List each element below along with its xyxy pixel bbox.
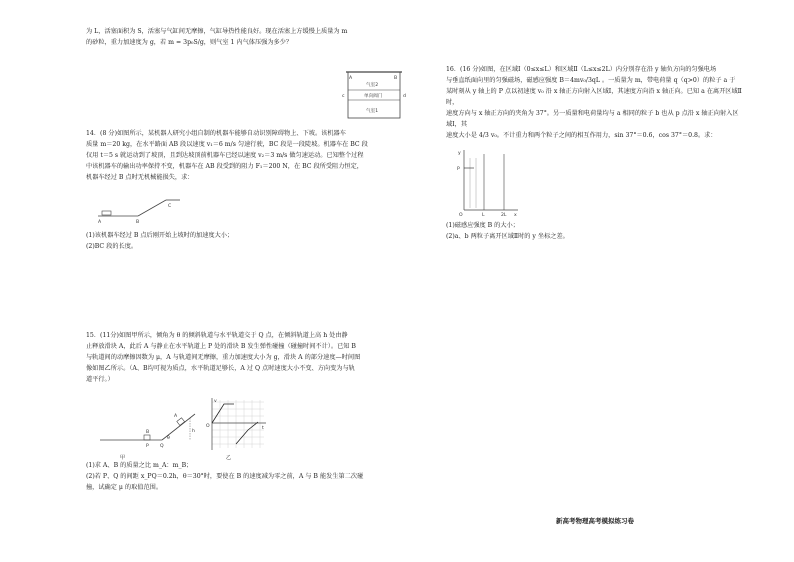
q14-line-5: 机器车经过 B 点时无机械能损失，求： (86, 174, 194, 181)
caption-jia: 甲 (120, 455, 126, 461)
q14-block (86, 128, 406, 183)
label-o: O (206, 424, 210, 429)
label-b: B (146, 430, 150, 435)
q15-sub-1: (1)求 A、B 的质量之比 m_A：m_B； (86, 462, 193, 469)
slope-figure (96, 196, 186, 224)
intro-line-1: 为 L，活塞面积为 S，活塞与气缸间无摩擦，气缸导热性能良好。现在活塞上方缓慢上质量为 m (86, 28, 348, 35)
q15-line-4: 像如图乙所示。（A、B均可视为质点，水平轨道足够长，A 过 Q 点时速度大小不变、方向变为与轨 (86, 365, 355, 372)
intro-line-2: 的砂粒，重力加速度为 g，若 m = 3p₀S/g，则气室 1 内气体压强为多少？ (86, 39, 293, 46)
q15-line-2: 止释放滑块 A，此后 A 与静止在水平轨道上 P 处的滑块 B 发生弹性碰撞（碰撞时间不计）。已知 B (86, 343, 356, 350)
label-q: Q (160, 444, 164, 449)
label-p: P (146, 444, 149, 449)
label-y: y (458, 151, 461, 156)
label-a: A (98, 220, 102, 224)
q15-sub-3: 撞，试确定 μ 的取值范围。 (86, 484, 163, 491)
q16-line-4: 速度方向与 x 轴正方向的夹角为 37°。另一质量和电荷量均与 a 相同的粒子 b 也从 p 点沿 x 轴正向射入区域Ⅰ，其 (446, 110, 739, 128)
q15-line-3: 与轨道间的动摩擦因数为 μ，A 与轨道间无摩擦，重力加速度大小为 g，滑块 A 的部分速度—时间图 (86, 354, 361, 361)
q16-sub-2: (2)a、b 两粒子离开区域Ⅱ时的 y 坐标之差。 (446, 233, 569, 240)
q14-sub-1: (1)该机器车经过 B 点后刚开始上坡时的加速度大小； (86, 232, 234, 239)
q14-sub-2: (2)BC 段的长度。 (86, 243, 138, 250)
cylinder-figure (340, 66, 410, 122)
valve-label: 单向阀门 (364, 94, 383, 99)
q14-subquestions (86, 230, 406, 252)
q14-line-2: 质量 m＝20 kg，在水平路面 AB 段以速度 v₁＝6 m/s 匀速行驶，BC 段是一段陡坡。机器车在 BC 段 (86, 141, 368, 148)
label-c: C (168, 204, 172, 209)
q14-line-3: 仅用 t＝5 s 就运动到了坡顶，且到达坡顶前机器车已经以速度 v₂＝3 m/s 做匀速运动。已知整个过程 (86, 152, 364, 159)
label-2l: 2L (501, 213, 507, 218)
incline-figure-jia (100, 410, 200, 450)
q16-line-3: 某时刻从 y 轴上的 P 点以初速度 v₀ 沿 x 轴正方向射入区域Ⅰ，其速度方向沿 x 轴正向。已知 a 在离开区域Ⅱ时， (446, 88, 742, 106)
label-d: d (403, 94, 406, 99)
label-b: B (136, 220, 140, 224)
caption-yi: 乙 (226, 455, 232, 461)
q16-sub-1: (1)磁感应强度 B 的大小； (446, 222, 519, 229)
label-l: L (482, 213, 485, 218)
left-column (86, 26, 406, 48)
label-v: v (214, 399, 217, 404)
q15-line-5: 道平行。） (86, 376, 114, 383)
label-o: O (459, 213, 463, 218)
label-a: A (174, 414, 178, 419)
label-t: t (262, 426, 264, 431)
q16-block (446, 64, 742, 141)
q15-block (86, 330, 406, 385)
label-b: B (394, 76, 398, 81)
label-a: A (349, 76, 353, 81)
field-region-figure (456, 148, 520, 218)
q15-subquestions (86, 460, 406, 493)
q16-line-1: 16．(16 分)如图，在区域Ⅰ（0≤x≤L）和区域Ⅱ（L≤x≤2L）内分别存在沿 y 轴负方向的匀强电场 (446, 66, 717, 73)
footer-title: 新高考物理高考模拟练习卷 (556, 517, 634, 525)
q16-subquestions (446, 220, 742, 242)
q16-line-2: 与垂直纸面向里的匀强磁场，磁感应强度 B＝4mv₀/3qL 。一质量为 m，带电荷量 q（q>0）的粒子 a 于 (446, 77, 736, 84)
q14-line-4: 中该机器车的输出功率保持不变，机器车在 AB 段受到的阻力 F₁＝200 N，在 BC 段所受阻力恒定， (86, 163, 363, 170)
room1-label: 气室1 (366, 109, 379, 114)
q15-sub-2: (2)若 P、Q 的间距 x_PQ＝0.2h，θ＝30°时，要使在 B 的速度减为零之前，A 与 B 能发生第二次碰 (86, 473, 364, 480)
q14-line-1: 14．(8 分)如图所示，某机器人研究小组自制的机器车能够自动识别障碍物上、下坡。该机器车 (86, 130, 346, 137)
label-h: h (192, 429, 195, 434)
vt-graph-yi (204, 396, 268, 454)
label-theta: θ (167, 436, 170, 441)
room2-label: 气室2 (366, 83, 379, 88)
label-p: P (457, 167, 460, 172)
q15-line-1: 15．(11分)如图甲所示，倾角为 θ 的倾斜轨道与水平轨道交于 Q 点，在倾斜轨道上高 h 处由静 (86, 332, 348, 339)
label-c: c (342, 94, 345, 99)
q16-line-5: 速度大小是 4/3 v₀。不计重力和两个粒子之间的相互作用力，sin 37°＝0.6，cos 37°＝0.8。求： (446, 132, 717, 139)
label-x: x (514, 213, 517, 218)
